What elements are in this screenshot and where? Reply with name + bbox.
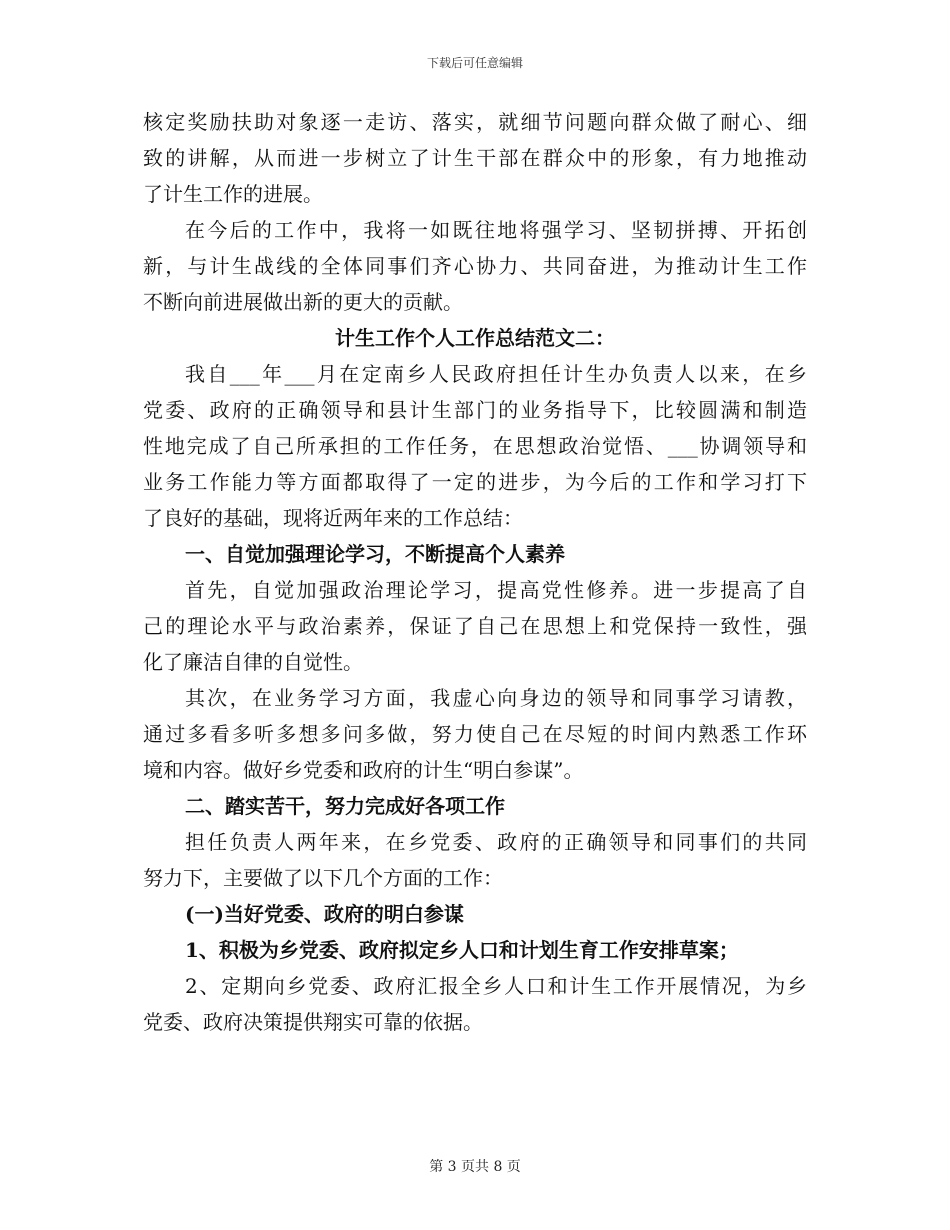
paragraph-line: 其次，在业务学习方面，我虚心向身边的领导和同事学习请教， bbox=[185, 686, 807, 710]
paragraph-line: 了良好的基础，现将近两年来的工作总结： bbox=[143, 506, 523, 530]
paragraph-line: 境和内容。做好乡党委和政府的计生“明白参谋”。 bbox=[143, 758, 584, 782]
paragraph-line: 首先，自觉加强政治理论学习，提高党性修养。进一步提高了自 bbox=[185, 578, 807, 602]
paragraph-line: 己的理论水平与政治素养，保证了自己在思想上和党保持一致性，强 bbox=[143, 614, 807, 638]
paragraph-line: 性地完成了自己所承担的工作任务，在思想政治觉悟、___协调领导和 bbox=[143, 434, 807, 458]
document-body bbox=[143, 104, 807, 1040]
paragraph-line: 努力下，主要做了以下几个方面的工作： bbox=[143, 866, 503, 890]
paragraph-line: 通过多看多听多想多问多做，努力使自己在尽短的时间内熟悉工作环 bbox=[143, 722, 807, 746]
paragraph-line: 党委、政府的正确领导和县计生部门的业务指导下，比较圆满和制造 bbox=[143, 398, 807, 422]
section-title: 计生工作个人工作总结范文二： bbox=[335, 326, 615, 350]
subheading-1: (一)当好党委、政府的明白参谋 bbox=[185, 902, 464, 926]
page-footer: 第 3 页共 8 页 bbox=[429, 1159, 521, 1175]
paragraph-line: 党委、政府决策提供翔实可靠的依据。 bbox=[143, 1010, 483, 1034]
paragraph-line: 担任负责人两年来，在乡党委、政府的正确领导和同事们的共同 bbox=[185, 830, 807, 854]
heading-1: 一、自觉加强理论学习，不断提高个人素养 bbox=[185, 542, 565, 566]
heading-2: 二、踏实苦干，努力完成好各项工作 bbox=[185, 794, 505, 818]
paragraph-line: 化了廉洁自律的自觉性。 bbox=[143, 650, 363, 674]
list-item-1: 1、积极为乡党委、政府拟定乡人口和计划生育工作安排草案； bbox=[185, 938, 739, 962]
paragraph-line: 业务工作能力等方面都取得了一定的进步，为今后的工作和学习打下 bbox=[143, 470, 807, 494]
paragraph-line: 新，与计生战线的全体同事们齐心协力、共同奋进，为推动计生工作 bbox=[143, 254, 807, 278]
header-note: 下载后可任意编辑 bbox=[426, 56, 523, 70]
paragraph-line: 核定奖励扶助对象逐一走访、落实，就细节问题向群众做了耐心、细 bbox=[143, 110, 807, 134]
paragraph-line: 在今后的工作中，我将一如既往地将强学习、坚韧拼搏、开拓创 bbox=[185, 218, 807, 242]
paragraph-line: 不断向前进展做出新的更大的贡献。 bbox=[143, 290, 463, 314]
paragraph-line: 了计生工作的进展。 bbox=[143, 182, 323, 206]
list-item-2: 2、定期向乡党委、政府汇报全乡人口和计生工作开展情况，为乡 bbox=[185, 974, 807, 998]
paragraph-line: 我自___年___月在定南乡人民政府担任计生办负责人以来，在乡 bbox=[185, 362, 807, 386]
paragraph-line: 致的讲解，从而进一步树立了计生干部在群众中的形象，有力地推动 bbox=[143, 146, 807, 170]
